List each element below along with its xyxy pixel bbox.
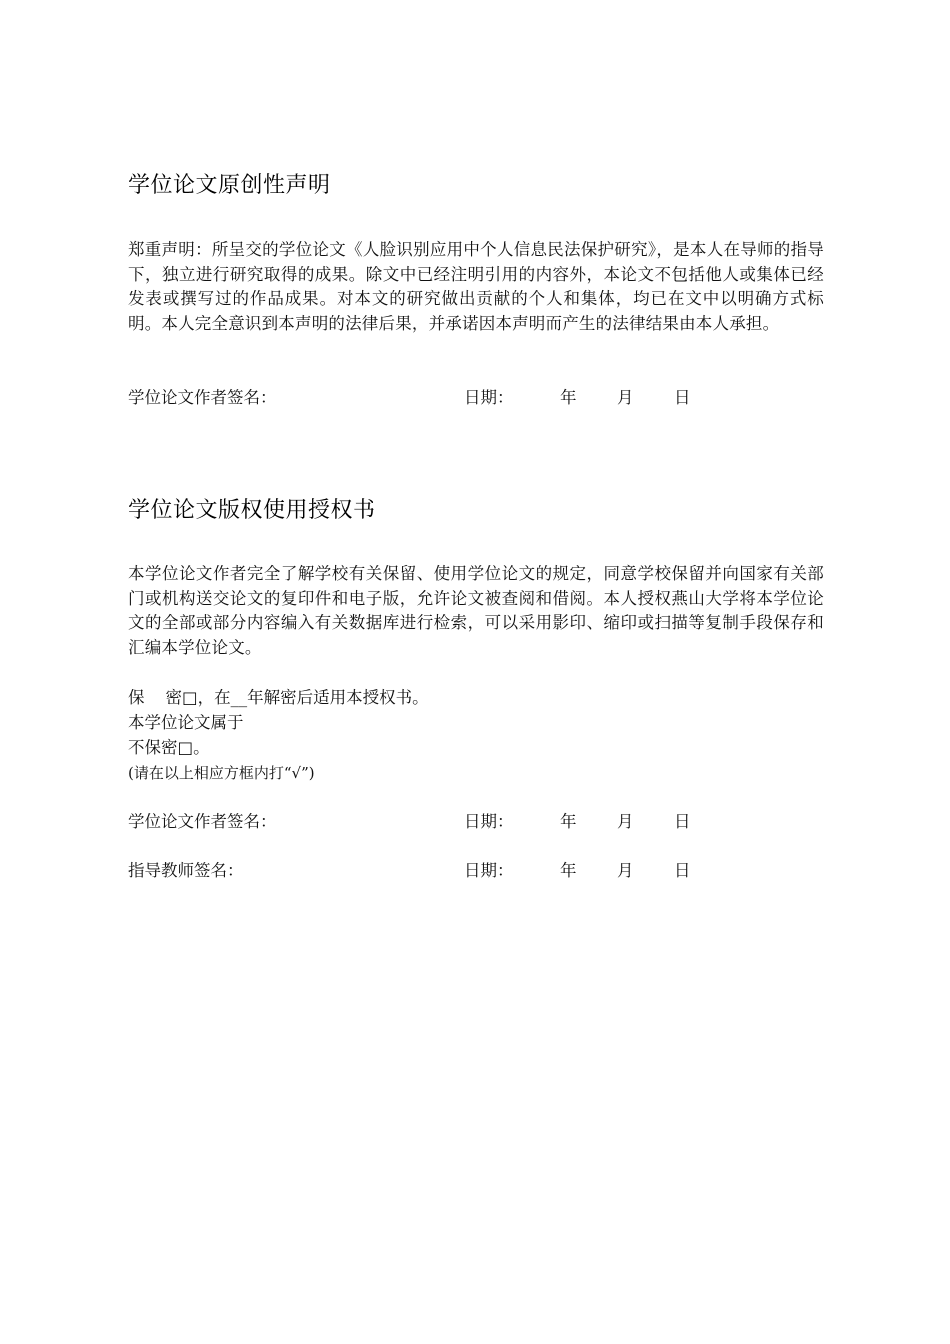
date-label: 日期： [464,861,514,880]
year-label: 年 [560,812,577,831]
declaration-signature-row [128,386,828,410]
instruction-line: (请在以上相应方框内打“√”) [128,764,315,782]
month-label: 月 [617,812,634,831]
advisor-signature-row [128,859,828,883]
author-signature-label: 学位论文作者签名： [128,812,277,831]
author-signature-label: 学位论文作者签名： [128,388,277,407]
author-signature-row [128,810,828,834]
year-label: 年 [560,388,577,407]
declaration-body: 郑重声明：所呈交的学位论文《人脸识别应用中个人信息民法保护研究》，是本人在导师的指导下，独立进行研究取得的成果。除文中已经注明引用的内容外，本论文不包括他人或集体已经发表或撰写过的作品成果。对本文的研究做出贡献的个人和集体，均已在文中以明确方式标明。本人完全意识到本声明的法律后果，并承诺因本声明而产生的法律结果由本人承担。 [128,240,824,333]
advisor-signature-label: 指导教师签名： [128,861,244,880]
authorization-body: 本学位论文作者完全了解学校有关保留、使用学位论文的规定，同意学校保留并向国家有关部门或机构送交论文的复印件和电子版，允许论文被查阅和借阅。本人授权燕山大学将本学位论文的全部或部分内容编入有关数据库进行检索，可以采用影印、缩印或扫描等复制手段保存和汇编本学位论文。 [128,564,824,657]
date-label: 日期： [464,388,514,407]
secret-line-text: 保 密□，在__年解密后适用本授权书。 [128,688,429,707]
date-label: 日期： [464,812,514,831]
day-label: 日 [674,861,691,880]
day-label: 日 [674,388,691,407]
not-secret-line: 不保密□。 [128,738,210,757]
secret-line [128,686,429,710]
belongs-line: 本学位论文属于 [128,713,244,732]
month-label: 月 [617,861,634,880]
authorization-title: 学位论文版权使用授权书 [128,498,376,523]
year-label: 年 [560,861,577,880]
declaration-title: 学位论文原创性声明 [128,173,331,198]
month-label: 月 [617,388,634,407]
day-label: 日 [674,812,691,831]
